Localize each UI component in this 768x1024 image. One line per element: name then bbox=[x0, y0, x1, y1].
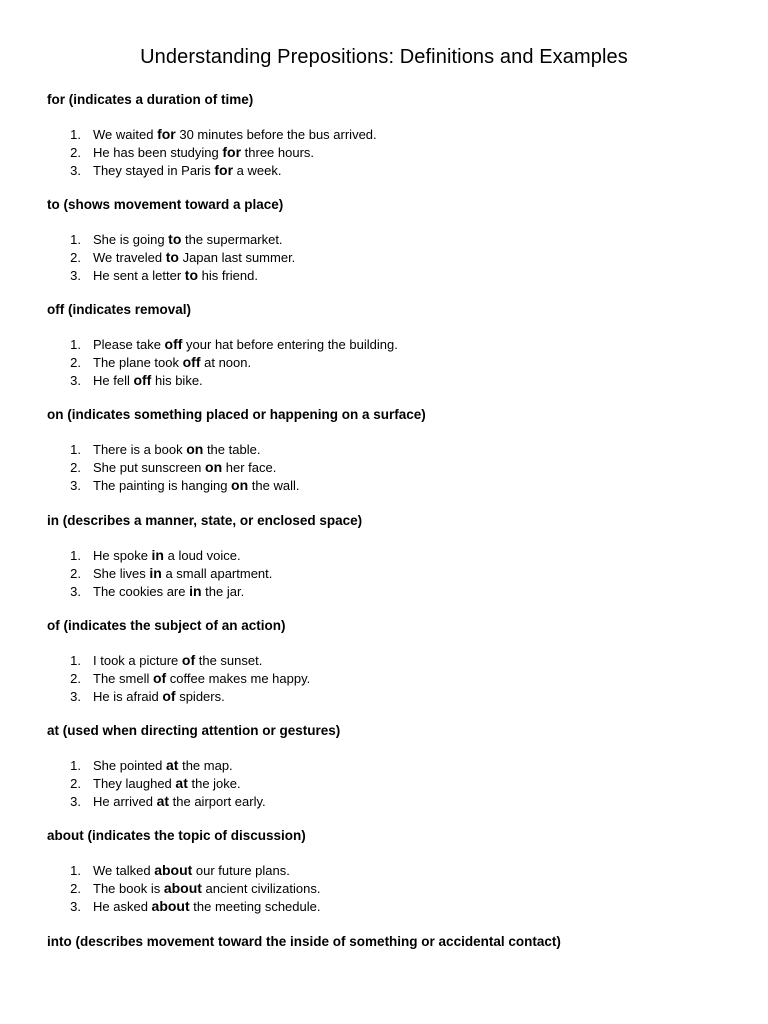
sentence-end: her face. bbox=[222, 459, 277, 475]
preposition-word: at bbox=[166, 757, 179, 773]
sentence-start: We traveled bbox=[93, 249, 166, 265]
example-item bbox=[47, 565, 737, 583]
sentence-start: She put sunscreen bbox=[93, 459, 206, 475]
section-heading: of (indicates the subject of an action) bbox=[47, 618, 286, 633]
example-item bbox=[47, 372, 737, 390]
sentence-end: ancient civilizations. bbox=[201, 880, 321, 896]
sentence-start: The plane took bbox=[93, 354, 183, 370]
preposition-word: in bbox=[149, 564, 162, 581]
sentence-end: the jar. bbox=[201, 583, 245, 599]
sentence-start: He arrived bbox=[93, 793, 157, 809]
example-list bbox=[47, 336, 737, 389]
sentence-end: the airport early. bbox=[169, 793, 266, 809]
preposition-word: to bbox=[184, 266, 198, 283]
preposition-section bbox=[47, 300, 737, 389]
example-item bbox=[47, 477, 737, 495]
sentence-start: They stayed in Paris bbox=[93, 162, 215, 178]
example-item bbox=[47, 459, 737, 477]
item-number: 3. bbox=[70, 793, 81, 809]
preposition-word: to bbox=[165, 248, 179, 265]
preposition-word: for bbox=[222, 143, 242, 160]
sentence-end: Japan last summer. bbox=[178, 249, 296, 265]
sentence-start: He sent a letter bbox=[93, 267, 185, 283]
item-number: 2. bbox=[70, 354, 81, 370]
preposition-word: at bbox=[156, 792, 170, 809]
preposition-word: to bbox=[168, 231, 182, 247]
item-number: 3. bbox=[70, 583, 81, 599]
example-item bbox=[47, 144, 737, 162]
example-list bbox=[47, 126, 737, 179]
example-item bbox=[47, 880, 737, 898]
item-number: 3. bbox=[70, 898, 81, 914]
example-item bbox=[47, 670, 737, 688]
preposition-word: on bbox=[231, 476, 249, 493]
item-number: 2. bbox=[70, 565, 81, 581]
preposition-section bbox=[47, 721, 737, 810]
example-list bbox=[47, 862, 737, 915]
sentence-end: the meeting schedule. bbox=[189, 898, 321, 914]
example-item bbox=[47, 775, 737, 793]
sentence-end: the joke. bbox=[187, 775, 241, 791]
example-item bbox=[47, 441, 737, 459]
sentence-end: the sunset. bbox=[195, 653, 263, 668]
example-item bbox=[47, 757, 737, 775]
section-heading: into (describes movement toward the inside of something or accidental contact) bbox=[47, 934, 561, 949]
section-heading: to (shows movement toward a place) bbox=[47, 197, 284, 212]
item-number: 2. bbox=[70, 880, 81, 896]
item-number: 1. bbox=[70, 442, 81, 457]
preposition-word: of bbox=[181, 652, 196, 668]
document-title: Understanding Prepositions: Definitions and Examples bbox=[140, 46, 628, 68]
preposition-section bbox=[47, 932, 737, 952]
preposition-word: off bbox=[164, 336, 183, 352]
sentence-end: a week. bbox=[233, 162, 282, 178]
sentence-start: They laughed bbox=[93, 775, 176, 791]
example-list bbox=[47, 231, 737, 284]
sentence-end: our future plans. bbox=[192, 863, 290, 878]
item-number: 1. bbox=[70, 232, 81, 247]
item-number: 3. bbox=[70, 688, 81, 704]
section-heading: off (indicates removal) bbox=[47, 302, 192, 317]
item-number: 3. bbox=[70, 477, 81, 493]
preposition-word: of bbox=[152, 669, 167, 686]
example-item bbox=[47, 793, 737, 811]
sentence-end: spiders. bbox=[175, 688, 225, 704]
item-number: 2. bbox=[70, 670, 81, 686]
sentence-start: He asked bbox=[93, 898, 152, 914]
sentence-end: coffee makes me happy. bbox=[166, 670, 311, 686]
preposition-section bbox=[47, 616, 737, 705]
preposition-word: about bbox=[163, 879, 202, 896]
sentence-start: I took a picture bbox=[93, 653, 182, 668]
preposition-word: for bbox=[214, 161, 234, 178]
item-number: 1. bbox=[70, 758, 81, 773]
item-number: 3. bbox=[70, 267, 81, 283]
example-item bbox=[47, 898, 737, 916]
example-item bbox=[47, 652, 737, 670]
example-item bbox=[47, 267, 737, 285]
example-list bbox=[47, 757, 737, 810]
sentence-start: The painting is hanging bbox=[93, 477, 232, 493]
item-number: 1. bbox=[70, 863, 81, 878]
section-heading: about (indicates the topic of discussion) bbox=[47, 828, 306, 843]
preposition-section bbox=[47, 195, 737, 284]
example-item bbox=[47, 583, 737, 601]
sentence-end: the table. bbox=[203, 442, 261, 457]
item-number: 1. bbox=[70, 653, 81, 668]
section-heading: for (indicates a duration of time) bbox=[47, 92, 254, 107]
sentence-start: We waited bbox=[93, 127, 158, 142]
sentence-start: We talked bbox=[93, 863, 155, 878]
example-item bbox=[47, 231, 737, 249]
sentence-end: 30 minutes before the bus arrived. bbox=[175, 127, 377, 142]
preposition-word: in bbox=[189, 582, 202, 599]
example-list bbox=[47, 652, 737, 705]
sentence-start: Please take bbox=[93, 337, 165, 352]
item-number: 3. bbox=[70, 162, 81, 178]
preposition-word: about bbox=[151, 897, 190, 914]
example-item bbox=[47, 162, 737, 180]
sentence-start: He is afraid bbox=[93, 688, 163, 704]
sentence-end: a small apartment. bbox=[161, 565, 273, 581]
item-number: 2. bbox=[70, 775, 81, 791]
preposition-section bbox=[47, 511, 737, 600]
item-number: 1. bbox=[70, 127, 81, 142]
sentence-end: your hat before entering the building. bbox=[182, 337, 398, 352]
sentence-end: his friend. bbox=[198, 267, 258, 283]
item-number: 1. bbox=[70, 337, 81, 352]
preposition-word: for bbox=[157, 126, 176, 142]
sentence-end: the supermarket. bbox=[181, 232, 283, 247]
example-list bbox=[47, 547, 737, 600]
sentence-start: The book is bbox=[93, 880, 164, 896]
sentence-start: He spoke bbox=[93, 548, 152, 563]
example-item bbox=[47, 126, 737, 144]
section-heading: on (indicates something placed or happening on a surface) bbox=[47, 407, 426, 422]
sentence-start: The smell bbox=[93, 670, 153, 686]
preposition-word: in bbox=[151, 547, 164, 563]
preposition-section bbox=[47, 826, 737, 915]
item-number: 3. bbox=[70, 372, 81, 388]
preposition-word: about bbox=[154, 862, 193, 878]
item-number: 2. bbox=[70, 144, 81, 160]
example-item bbox=[47, 336, 737, 354]
sentence-start: The cookies are bbox=[93, 583, 190, 599]
preposition-section bbox=[47, 90, 737, 179]
sentence-start: She pointed bbox=[93, 758, 167, 773]
example-item bbox=[47, 354, 737, 372]
preposition-word: on bbox=[205, 458, 223, 475]
item-number: 2. bbox=[70, 249, 81, 265]
sentence-end: his bike. bbox=[151, 372, 203, 388]
sentence-end: three hours. bbox=[241, 144, 315, 160]
section-heading: at (used when directing attention or gestures) bbox=[47, 723, 341, 738]
sentence-end: the wall. bbox=[248, 477, 300, 493]
preposition-word: of bbox=[162, 687, 176, 704]
sentence-start: There is a book bbox=[93, 442, 187, 457]
preposition-word: on bbox=[186, 441, 204, 457]
example-list bbox=[47, 441, 737, 494]
preposition-word: off bbox=[133, 371, 152, 388]
item-number: 2. bbox=[70, 459, 81, 475]
example-item bbox=[47, 862, 737, 880]
example-item bbox=[47, 688, 737, 706]
sentence-start: He has been studying bbox=[93, 144, 223, 160]
preposition-section bbox=[47, 405, 737, 494]
preposition-word: at bbox=[175, 774, 188, 791]
sentence-end: at noon. bbox=[200, 354, 252, 370]
item-number: 1. bbox=[70, 548, 81, 563]
section-heading: in (describes a manner, state, or enclosed space) bbox=[47, 513, 363, 528]
example-item bbox=[47, 249, 737, 267]
sentence-start: He fell bbox=[93, 372, 134, 388]
sentence-start: She is going bbox=[93, 232, 169, 247]
example-item bbox=[47, 547, 737, 565]
sentence-end: a loud voice. bbox=[164, 548, 241, 563]
preposition-word: off bbox=[182, 353, 201, 370]
sentence-end: the map. bbox=[178, 758, 233, 773]
sentence-start: She lives bbox=[93, 565, 150, 581]
